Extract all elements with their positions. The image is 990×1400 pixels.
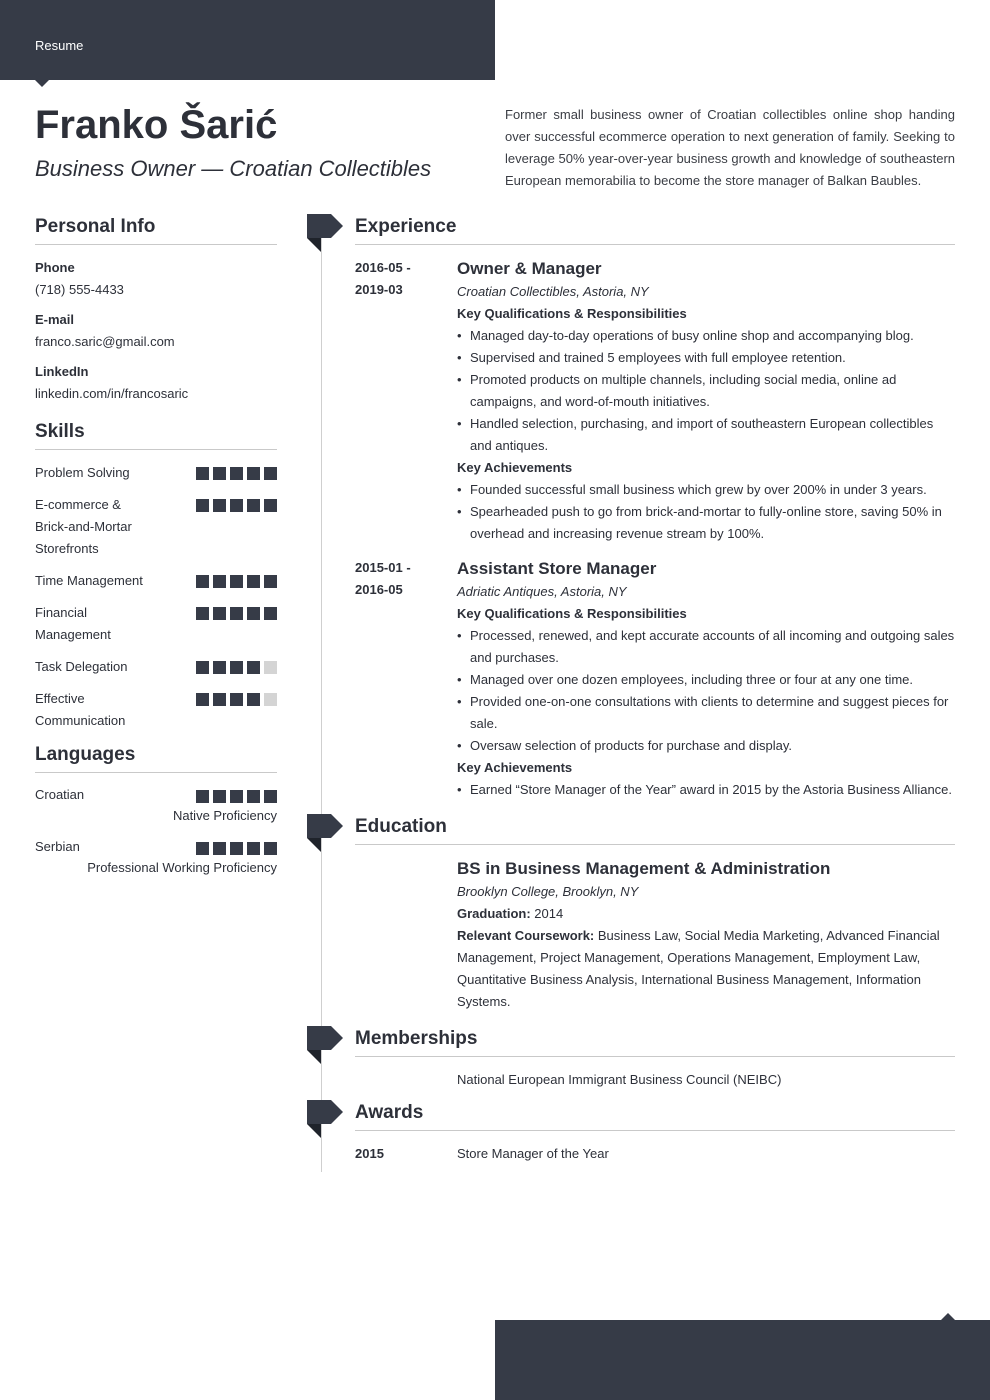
rating-dot (247, 499, 260, 512)
jobs-list (355, 257, 955, 801)
education-heading: Education (355, 814, 955, 845)
rating-dot (230, 842, 243, 855)
rating-dot (213, 842, 226, 855)
rating-dot (196, 607, 209, 620)
language-name: Croatian (35, 787, 85, 802)
list-item: • Spearheaded push to go from brick-and-mortar to fully-online store, saving 50% in overhead and increasing revenue stream by 100%. (457, 501, 955, 545)
skill-name: Effective Communication (35, 691, 126, 728)
skill-name: Time Management (35, 573, 143, 588)
rating-dot (264, 575, 277, 588)
experience-heading: Experience (355, 214, 955, 245)
rating-dot (230, 467, 243, 480)
rating-dot (230, 693, 243, 706)
memberships-section (355, 1026, 955, 1091)
list-item: • Processed, renewed, and kept accurate accounts of all incoming and outgoing sales and purchases. (457, 625, 955, 669)
job-title: Assistant Store Manager (457, 559, 657, 578)
personal-info-heading: Personal Info (35, 214, 277, 245)
rating-dot (247, 842, 260, 855)
rating-dot (264, 693, 277, 706)
skill-rating (196, 688, 277, 706)
coursework-label: Relevant Coursework: (457, 928, 595, 943)
skill-name: Task Delegation (35, 659, 128, 674)
rating-dot (213, 661, 226, 674)
rating-dot (230, 607, 243, 620)
qualifications-heading: Key Qualifications & Responsibilities (457, 606, 687, 621)
rating-dot (264, 790, 277, 803)
language-item (35, 837, 277, 879)
skill-name: Financial Management (35, 605, 111, 642)
list-item: • Promoted products on multiple channels, including social media, online ad campaigns, and word-of-mouth initiatives. (457, 369, 955, 413)
skills-heading: Skills (35, 419, 277, 450)
list-item: • Managed day-to-day operations of busy online shop and accompanying blog. (457, 325, 955, 347)
language-name: Serbian (35, 839, 80, 854)
rating-dot (247, 575, 260, 588)
phone-label: Phone (35, 260, 75, 275)
rating-dot (196, 693, 209, 706)
job-dates (355, 557, 457, 801)
job-body (457, 557, 955, 801)
skill-row (35, 570, 277, 592)
resume-tag: Resume (35, 38, 84, 53)
header-band-notch (35, 80, 49, 87)
skill-name: Problem Solving (35, 465, 130, 480)
rating-dot (247, 467, 260, 480)
achievements-heading: Key Achievements (457, 460, 573, 475)
memberships-heading: Memberships (355, 1026, 955, 1057)
skill-row (35, 602, 277, 646)
left-column (35, 214, 277, 889)
job-title: Owner & Manager (457, 259, 602, 278)
achievements-heading: Key Achievements (457, 760, 573, 775)
rating-dot (230, 661, 243, 674)
experience-flag-icon (307, 214, 343, 252)
rating-dot (196, 499, 209, 512)
email-label: E-mail (35, 312, 75, 327)
graduation-year: 2014 (534, 906, 564, 921)
skills-list (35, 462, 277, 732)
candidate-name: Franko Šarić (35, 103, 278, 147)
list-item: • Managed over one dozen employees, including three or four at any one time. (457, 669, 955, 691)
experience-section (355, 214, 955, 801)
school: Brooklyn College, Brooklyn, NY (457, 884, 639, 899)
job-date-from: 2015-01 - (355, 560, 411, 575)
rating-dot (213, 693, 226, 706)
skill-name: E-commerce & Brick-and-Mortar Storefronts (35, 497, 132, 556)
skill-rating (196, 494, 277, 512)
rating-dot (213, 575, 226, 588)
job-body (457, 257, 955, 545)
rating-dot (213, 467, 226, 480)
list-item: • Handled selection, purchasing, and import of southeastern European collectibles and antiques. (457, 413, 955, 457)
education-entry (355, 857, 955, 1013)
graduation-label: Graduation: (457, 906, 531, 921)
rating-dot (196, 842, 209, 855)
rating-dot (196, 661, 209, 674)
footer-band-notch (941, 1313, 955, 1320)
language-row (35, 785, 277, 805)
job-company: Croatian Collectibles, Astoria, NY (457, 284, 649, 299)
skill-rating (196, 656, 277, 674)
membership-entry (355, 1069, 955, 1091)
skill-row (35, 688, 277, 732)
linkedin-value[interactable]: linkedin.com/in/francosaric (35, 386, 189, 401)
rating-dot (247, 790, 260, 803)
rating-dot (196, 790, 209, 803)
list-item: • Founded successful small business which grew by over 200% in under 3 years. (457, 479, 955, 501)
rating-dot (230, 575, 243, 588)
list-item: • Provided one-on-one consultations with clients to determine and suggest pieces for sale. (457, 691, 955, 735)
qualifications-heading: Key Qualifications & Responsibilities (457, 306, 687, 321)
award-entry (355, 1143, 955, 1165)
profile-summary: Former small business owner of Croatian collectibles online shop handing over successful ecommerce operation to next generation of family. Seeking to leverage 50% year-over-year business growth and knowledge of southeastern European memorabilia to become the store manager of Balkan Baubles. (505, 107, 955, 188)
rating-dot (247, 661, 260, 674)
graduation (457, 903, 955, 925)
rating-dot (230, 790, 243, 803)
achievements-list (457, 479, 955, 545)
job-dates (355, 257, 457, 545)
job-date-to: 2016-05 (355, 582, 403, 597)
language-row (35, 837, 277, 857)
skill-row (35, 656, 277, 678)
job-company: Adriatic Antiques, Astoria, NY (457, 584, 627, 599)
rating-dot (264, 467, 277, 480)
education-date (355, 857, 457, 1013)
skill-row (35, 462, 277, 484)
memberships-flag-icon (307, 1026, 343, 1064)
job-entry (355, 557, 955, 801)
rating-dot (213, 499, 226, 512)
job-date-from: 2016-05 - (355, 260, 411, 275)
rating-dot (213, 607, 226, 620)
phone-value: (718) 555-4433 (35, 282, 124, 297)
languages-list (35, 785, 277, 879)
education-section (355, 814, 955, 1013)
language-proficiency: Professional Working Proficiency (87, 860, 277, 875)
header-band (0, 0, 495, 80)
rating-dot (264, 661, 277, 674)
achievements-list (457, 779, 955, 801)
job-entry (355, 257, 955, 545)
language-rating (196, 785, 277, 803)
coursework-list: Business Law, Social Media Marketing, Advanced Financial Management, Project Management, Operations Management, Employment Law, Quantitative Business Analysis, International Business Management, Information Systems. (457, 928, 940, 1009)
email-value[interactable]: franco.saric@gmail.com (35, 334, 175, 349)
skill-row (35, 494, 277, 560)
skill-rating (196, 602, 277, 620)
language-item (35, 785, 277, 827)
degree: BS in Business Management & Administration (457, 859, 831, 878)
rating-dot (247, 607, 260, 620)
rating-dot (230, 499, 243, 512)
rating-dot (264, 499, 277, 512)
qualifications-list (457, 325, 955, 457)
rating-dot (247, 693, 260, 706)
rating-dot (196, 467, 209, 480)
education-flag-icon (307, 814, 343, 852)
languages-heading: Languages (35, 742, 277, 773)
awards-heading: Awards (355, 1100, 955, 1131)
rating-dot (213, 790, 226, 803)
membership-item: National European Immigrant Business Council (NEIBC) (457, 1072, 782, 1087)
list-item: • Oversaw selection of products for purchase and display. (457, 735, 955, 757)
linkedin-label: LinkedIn (35, 364, 89, 379)
skill-rating (196, 570, 277, 588)
award-year: 2015 (355, 1146, 384, 1161)
footer-band (495, 1320, 990, 1400)
rating-dot (264, 842, 277, 855)
awards-section (355, 1100, 955, 1165)
rating-dot (196, 575, 209, 588)
job-date-to: 2019-03 (355, 282, 403, 297)
list-item: • Earned “Store Manager of the Year” award in 2015 by the Astoria Business Alliance. (457, 779, 955, 801)
coursework (457, 925, 955, 1013)
language-rating (196, 837, 277, 855)
candidate-title: Business Owner — Croatian Collectibles (35, 156, 432, 181)
list-item: • Supervised and trained 5 employees with full employee retention. (457, 347, 955, 369)
award-name: Store Manager of the Year (457, 1146, 609, 1161)
language-proficiency: Native Proficiency (172, 808, 277, 823)
awards-flag-icon (307, 1100, 343, 1138)
skill-rating (196, 462, 277, 480)
rating-dot (264, 607, 277, 620)
qualifications-list (457, 625, 955, 757)
